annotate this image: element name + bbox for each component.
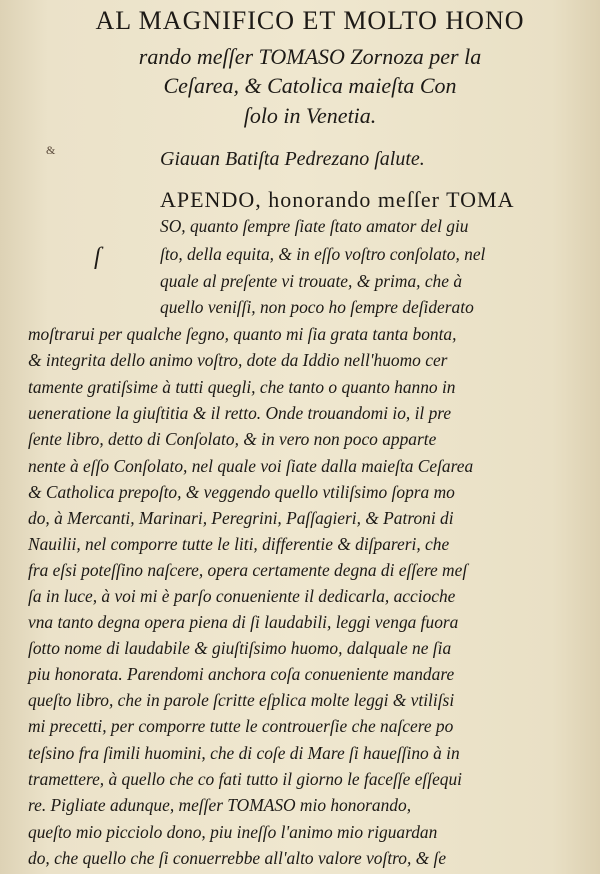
text-line: teſsino fra ſimili huomini, che di coſe di Mare ſi haueſſino à in	[28, 743, 460, 764]
text-line: re. Pigliate adunque, meſſer TOMASO mio honorando,	[28, 795, 412, 816]
text-line: tramettere, à quello che co fati tutto il giorno le faceſſe eſſequi	[28, 769, 463, 790]
text-line: ſente libro, detto di Conſolato, & in vero non poco apparte	[28, 429, 437, 450]
text-line: moſtrarui per qualche ſegno, quanto mi ſia grata tanta bonta,	[28, 324, 457, 345]
text-line: piu honorata. Parendomi anchora coſa conueniente mandare	[28, 664, 455, 685]
text-line: & integrita dello animo voſtro, dote da Iddio nell'huomo cer	[28, 350, 448, 371]
text-line: ueneratione la giuſtitia & il retto. Onde trouandomi io, il pre	[28, 403, 452, 424]
text-line: fra eſsi poteſſino naſcere, opera certamente degna di eſſere meſ	[28, 560, 468, 581]
text-line: do, à Mercanti, Marinari, Peregrini, Paſſagieri, & Patroni di	[28, 508, 454, 529]
text-line: ſto, della equita, & in eſſo voſtro conſolato, nel	[160, 243, 486, 264]
text-line: nente à eſſo Conſolato, nel quale voi ſiate dalla maieſta Ceſarea	[28, 456, 474, 477]
text-line: vna tanto degna opera piena di ſi laudabili, leggi venga fuora	[28, 612, 459, 633]
salutation: Giauan Batiſta Pedrezano ſalute.	[160, 148, 425, 170]
text-line: & Catholica prepoſto, & veggendo quello vtiliſsimo ſopra mo	[28, 482, 455, 503]
dedication-heading-line-4: ſolo in Venetia.	[243, 103, 377, 128]
text-line: ſa in luce, à voi mi è parſo conueniente il dedicarla, accioche	[28, 586, 456, 607]
text-line: queſto mio picciolo dono, piu ineſſo l'animo mio riguardan	[28, 822, 438, 842]
dedication-heading-line-3: Ceſarea, & Catolica maieſta Con	[163, 73, 457, 98]
dedication-heading-line-2: rando meſſer TOMASO Zornoza per la	[138, 44, 482, 69]
text-line: do, che quello che ſi conuerrebbe all'alto valore voſtro, & ſe	[28, 848, 447, 868]
text-line: ſotto nome di laudabile & giuſtiſsimo huomo, dalquale ne ſia	[28, 638, 452, 659]
text-line: mi precetti, per comporre tutte le controuerſie che naſcere po	[28, 716, 454, 737]
margin-mark: &	[46, 143, 56, 157]
side-letter: ſ	[94, 244, 101, 270]
text-line: quale al preſente vi trouate, & prima, che à	[160, 271, 463, 292]
dedication-heading-line-1: AL MAGNIFICO ET MOLTO HONO	[95, 6, 525, 35]
text-line: APENDO, honorando meſſer TOMA	[160, 187, 515, 212]
text-line: Nauilii, nel comporre tutte le liti, differentie & diſpareri, che	[28, 534, 450, 555]
text-line: queſto libro, che in parole ſcritte eſplica molte leggi & vtiliſsi	[28, 690, 455, 711]
text-line: quello veniſſi, non poco ho ſempre deſiderato	[160, 297, 474, 318]
text-line: SO, quanto ſempre ſiate ſtato amator del giu	[160, 215, 469, 236]
text-line: tamente gratiſsime à tutti quegli, che tanto o quanto hanno in	[28, 377, 456, 398]
